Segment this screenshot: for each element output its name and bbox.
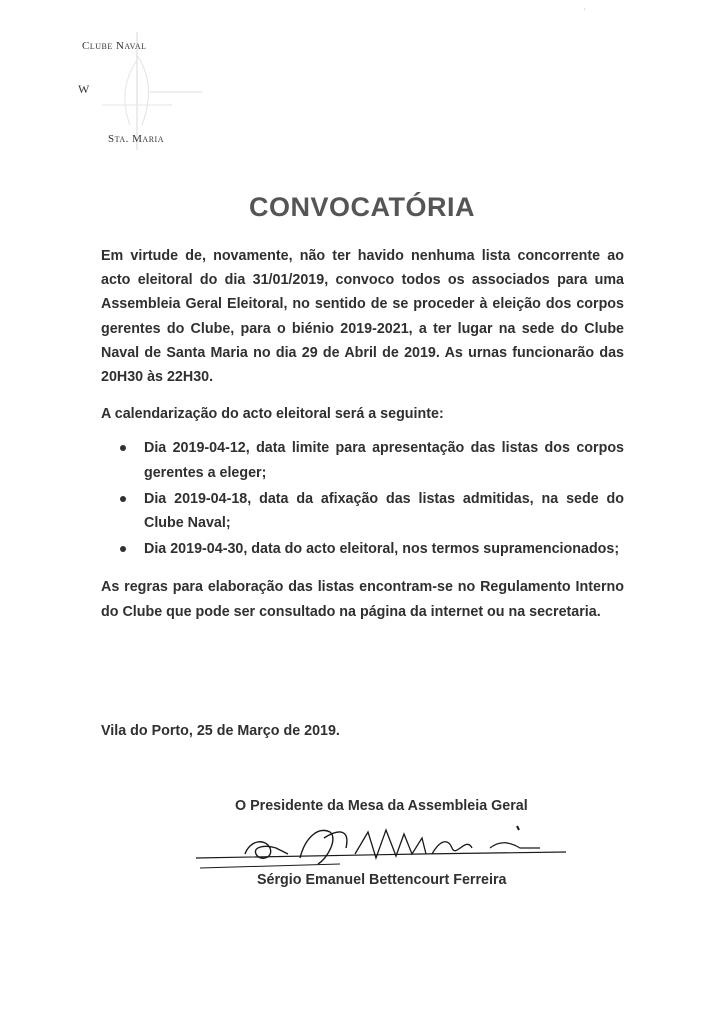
intro-paragraph: Em virtude de, novamente, não ter havido nenhuma lista concorrente ao acto eleitoral do dia 31/01/2019, convoco todos os associados para uma Assembleia Geral Eleitoral, no sentido de se proceder à eleição dos corpos gerentes do Clube, para o biénio 2019-2021, a ter lugar na sede do Clube Naval de Santa Maria no dia 29 de Abril de 2019. As urnas funcionarão das 20H30 às 22H30. [101, 248, 624, 386]
rules-paragraph: As regras para elaboração das listas encontram-se no Regulamento Interno do Clube que pode ser consultado na página da internet ou na secretaria. [101, 579, 624, 620]
schedule-intro: A calendarização do acto eleitoral será a seguinte: [101, 406, 444, 423]
schedule-item-text: Dia 2019-04-18, data da afixação das listas admitidas, na sede do Clube Naval; [144, 490, 624, 532]
schedule-item-text: Dia 2019-04-30, data do acto eleitoral, nos termos supramencionados; [144, 541, 620, 558]
list-item [101, 436, 624, 484]
letterhead-club-name: Clube Naval [82, 40, 147, 52]
list-item [101, 487, 624, 535]
document-title: CONVOCATÓRIA [249, 192, 475, 222]
letterhead-mark: W [78, 82, 90, 96]
letterhead [62, 30, 212, 160]
bullet-icon [120, 546, 126, 552]
signatory-name: Sérgio Emanuel Bettencourt Ferreira [257, 872, 507, 888]
list-item [101, 537, 624, 561]
letterhead-location: Sta. Maria [108, 133, 164, 145]
document-body [101, 244, 624, 637]
signatory-title: O Presidente da Mesa da Assembleia Geral [235, 798, 528, 814]
schedule-item-text: Dia 2019-04-12, data limite para apresentação das listas dos corpos gerentes a eleger; [144, 440, 624, 481]
schedule-list [101, 436, 624, 561]
bullet-icon [120, 445, 126, 451]
bullet-icon [120, 496, 126, 502]
place-and-date: Vila do Porto, 25 de Março de 2019. [101, 723, 340, 739]
scan-mark: ˋ [583, 8, 587, 19]
